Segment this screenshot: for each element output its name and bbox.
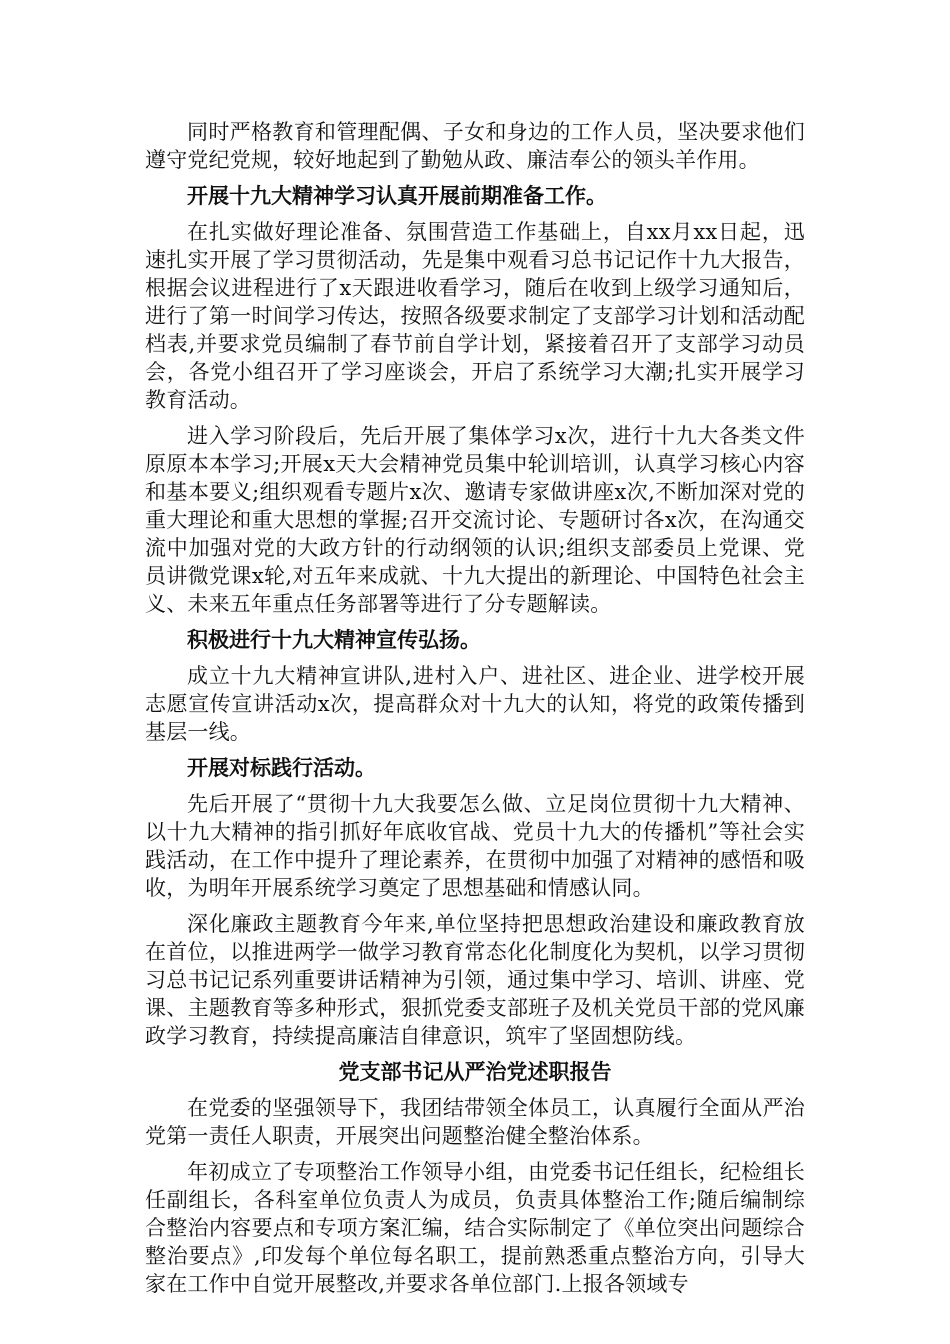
paragraph-study-phase: 进入学习阶段后，先后开展了集体学习x次，进行十九大各类文件原原本本学习;开展x天大会精神党员集中轮训培训，认真学习核心内容和基本要义;组织观看专题片x次、邀请专家做讲座x次,不断加深对党的重大理论和重大思想的掌握;召开交流讨论、专题研讨各x次，在沟通交流中加强对党的大政方针的行动纲领的认识;组织支部委员上党课、党员讲微党课x轮,对五年来成就、十九大提出的新理论、中国特色社会主义、未来五年重点任务部署等进行了分专题解读。 <box>145 424 805 616</box>
heading-practice-activities: 开展对标践行活动。 <box>187 756 376 780</box>
paragraph-leadership: 在党委的坚强领导下，我团结带领全体员工，认真履行全面从严治党第一责任人职责，开展突出问题整治健全整治体系。 <box>145 1096 805 1148</box>
paragraph-study-launch: 在扎实做好理论准备、氛围营造工作基础上，自xx月xx日起，迅速扎实开展了学习贯彻活动，先是集中观看习总书记记作十九大报告，根据会议进程进行了x天跟进收看学习，随后在收到上级学习通知后，进行了第一时间学习传达，按照各级要求制定了支部学习计划和活动配档表,并要求党员编制了春节前自学计划，紧接着召开了支部学习动员会，各党小组召开了学习座谈会，开启了系统学习大潮;扎实开展学习教育活动。 <box>145 220 805 412</box>
paragraph-integrity-education: 深化廉政主题教育今年来,单位坚持把思想政治建设和廉政教育放在首位，以推进两学一做学习教育常态化化制度化为契机，以学习贯彻习总书记记系列重要讲话精神为引领，通过集中学习、培训、讲座、党课、主题教育等多种形式，狠抓党委支部班子及机关党员干部的党风廉政学习教育，持续提高廉洁自律意识，筑牢了坚固想防线。 <box>145 912 805 1048</box>
paragraph-publicity-team: 成立十九大精神宣讲队,进村入户、进社区、进企业、进学校开展志愿宣传宣讲活动x次，提高群众对十九大的认知，将党的政策传播到基层一线。 <box>145 664 805 744</box>
heading-study-preparation: 开展十九大精神学习认真开展前期准备工作。 <box>187 184 607 208</box>
paragraph-rectification-group: 年初成立了专项整治工作领导小组，由党委书记任组长，纪检组长任副组长，各科室单位负责人为成员，负责具体整治工作;随后编制综合整治内容要点和专项方案汇编，结合实际制定了《单位突出问题综合整治要点》,印发每个单位每名职工，提前熟悉重点整治方向，引导大家在工作中自觉开展整改,并要求各单位部门.上报各领域专 <box>145 1160 805 1296</box>
paragraph-practice-activities: 先后开展了“贯彻十九大我要怎么做、立足岗位贯彻十九大精神、以十九大精神的指引抓好年底收官战、党员十九大的传播机”等社会实践活动，在工作中提升了理论素养，在贯彻中加强了对精神的感悟和吸收，为明年开展系统学习奠定了思想基础和情感认同。 <box>145 792 805 900</box>
document-page <box>145 118 805 1306</box>
paragraph-family-discipline: 同时严格教育和管理配偶、子女和身边的工作人员，坚决要求他们遵守党纪党规，较好地起到了勤勉从政、廉洁奉公的领头羊作用。 <box>145 120 805 172</box>
report-title: 党支部书记从严治党述职报告 <box>338 1060 612 1084</box>
heading-publicity: 积极进行十九大精神宣传弘扬。 <box>187 628 481 652</box>
